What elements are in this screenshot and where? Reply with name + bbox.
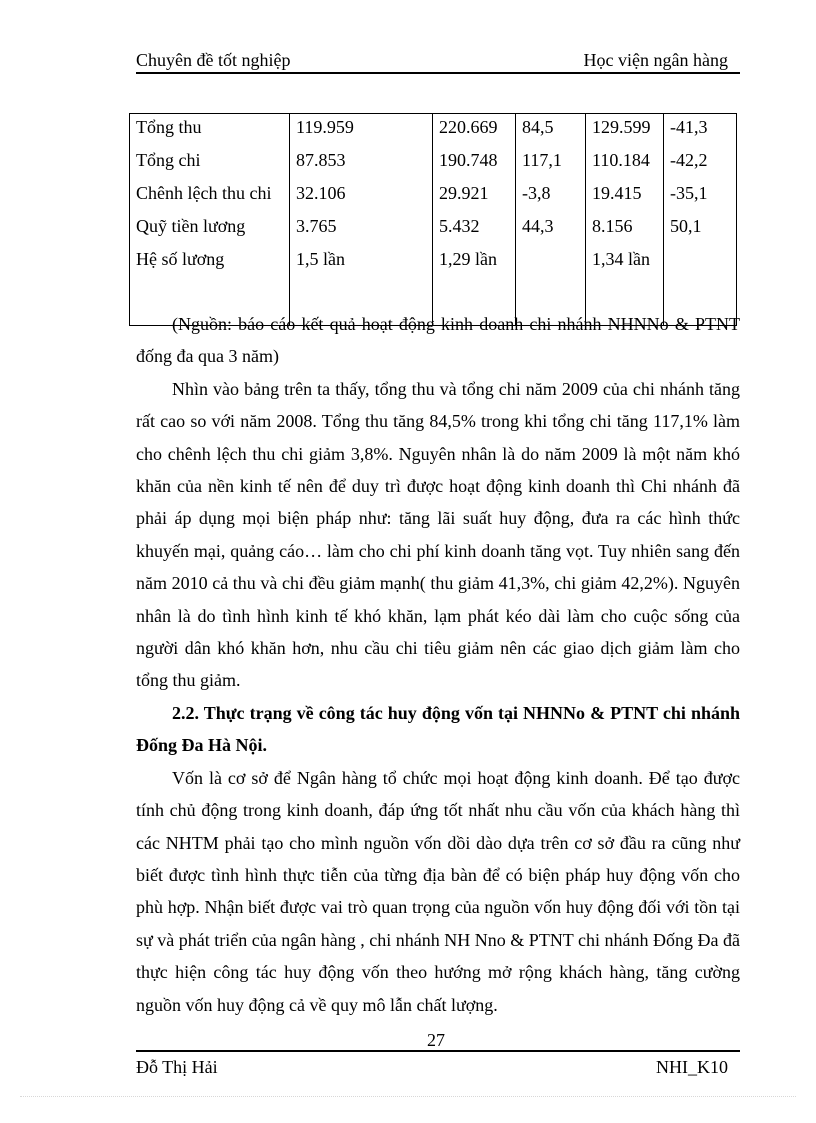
table-cell: 29.921 — [433, 180, 516, 213]
table-row — [130, 246, 737, 279]
footer-author: Đỗ Thị Hải — [136, 1057, 218, 1077]
section-heading: 2.2. Thực trạng về công tác huy động vốn tại NHNNo & PTNT chi nhánh Đống Đa Hà Nội. — [136, 702, 740, 756]
table-cell: 1,5 lần — [290, 246, 433, 279]
table-row — [130, 213, 737, 246]
capital-paragraph: Vốn là cơ sở để Ngân hàng tổ chức mọi hoạt động kinh doanh. Để tạo được tính chủ động trong kinh doanh, đáp ứng tốt nhất nhu cầu vốn của khách hàng thì các NHTM phải tạo cho mình nguồn vốn dồi dào dựa trên cơ sở đầu ra cũng như biết được tình hình thực tiễn của từng địa bàn để có biện pháp huy động vốn cho phù hợp. Nhận biết được vai trò quan trọng của nguồn vốn huy động đối với tồn tại sự và phát triển của ngân hàng , chi nhánh NH Nno & PTNT chi nhánh Đống Đa đã thực hiện công tác huy động vốn theo hướng mở rộng khách hàng, tăng cường nguồn vốn huy động cả về quy mô lẫn chất lượng. — [136, 767, 740, 1015]
table-cell: -42,2 — [664, 147, 737, 180]
table-cell: 119.959 — [290, 114, 433, 148]
table-cell: 5.432 — [433, 213, 516, 246]
table-cell: 1,29 lần — [433, 246, 516, 279]
table-cell: -35,1 — [664, 180, 737, 213]
table-cell: -41,3 — [664, 114, 737, 148]
body-text — [136, 308, 740, 1021]
table-cell: 117,1 — [516, 147, 586, 180]
page-number: 27 — [427, 1030, 445, 1050]
header-title: Chuyên đề tốt nghiệp — [136, 50, 291, 70]
row-label: Tổng thu — [130, 114, 290, 148]
analysis-paragraph: Nhìn vào bảng trên ta thấy, tổng thu và tổng chi năm 2009 của chi nhánh tăng rất cao so với năm 2008. Tổng thu tăng 84,5% trong khi tổng chi tăng 117,1% làm cho chênh lệch thu chi giảm 3,8%. Nguyên nhân là do năm 2009 là một năm khó khăn của nền kinh tế nên để duy trì được hoạt động kinh doanh thì Chi nhánh đã phải áp dụng mọi biện pháp như: tăng lãi suất huy động, đưa ra các hình thức khuyến mại, quảng cáo… làm cho chi phí kinh doanh tăng vọt. Tuy nhiên sang đến năm 2010 cả thu và chi đều giảm mạnh( thu giảm 41,3%, chi giảm 42,2%). Nguyên nhân là do tình hình kinh tế khó khăn, lạm phát kéo dài làm cho cuộc sống của người dân khó khăn hơn, nhu cầu chi tiêu giảm nên các giao dịch giảm làm cho tổng thu giảm. — [136, 378, 740, 691]
row-label: Tổng chi — [130, 147, 290, 180]
table-cell: -3,8 — [516, 180, 586, 213]
table-row — [130, 180, 737, 213]
table-row — [130, 147, 737, 180]
footer-class-code: NHI_K10 — [656, 1057, 728, 1077]
table-cell: 8.156 — [586, 213, 664, 246]
table-cell: 3.765 — [290, 213, 433, 246]
header-institution: Học viện ngân hàng — [583, 50, 728, 70]
table-cell: 129.599 — [586, 114, 664, 148]
table-row — [130, 114, 737, 148]
results-table — [129, 113, 737, 326]
page-footer — [136, 1050, 740, 1078]
table-cell: 220.669 — [433, 114, 516, 148]
page-header — [136, 50, 740, 74]
table-cell — [664, 246, 737, 279]
row-label: Quỹ tiền lương — [130, 213, 290, 246]
source-note: (Nguồn: báo cáo kết quả hoạt động kinh doanh chi nhánh NHNNo & PTNT đống đa qua 3 năm) — [136, 314, 740, 367]
row-label: Hệ số lương — [130, 246, 290, 279]
table-cell — [516, 246, 586, 279]
table-cell: 190.748 — [433, 147, 516, 180]
table-cell: 84,5 — [516, 114, 586, 148]
table-cell: 19.415 — [586, 180, 664, 213]
table-cell: 87.853 — [290, 147, 433, 180]
table-cell: 1,34 lần — [586, 246, 664, 279]
table-cell: 50,1 — [664, 213, 737, 246]
table-cell: 110.184 — [586, 147, 664, 180]
table-cell: 32.106 — [290, 180, 433, 213]
row-label: Chênh lệch thu chi — [130, 180, 290, 213]
table-cell: 44,3 — [516, 213, 586, 246]
page-separator — [20, 1096, 796, 1097]
